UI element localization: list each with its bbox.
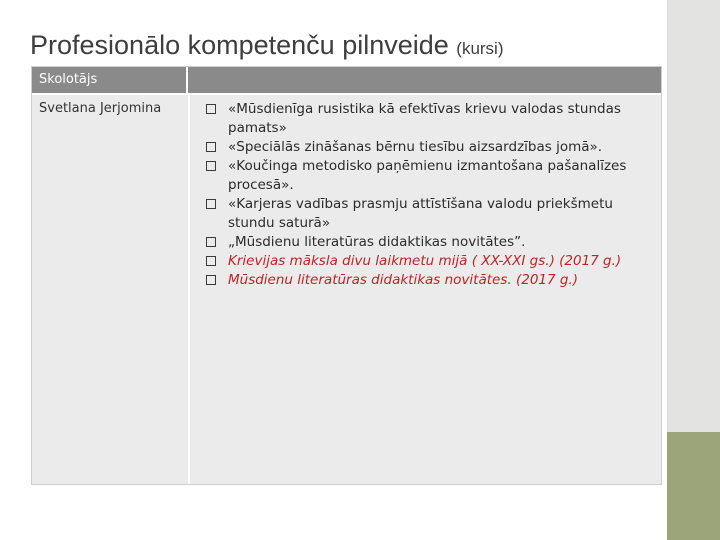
decorative-sidebar-top: [667, 0, 720, 432]
checkbox-bullet-icon: [206, 104, 216, 114]
column-divider: [188, 93, 190, 484]
course-text: «Koučinga metodisko paņēmienu izmantošana pašanalīzes procesā».: [228, 158, 627, 193]
course-text: „Mūsdienu literatūras didaktikas novitātes”.: [228, 234, 526, 250]
course-text: «Karjeras vadības prasmju attīstīšana valodu priekšmetu stundu saturā»: [228, 196, 613, 231]
slide-title-main: Profesionālo kompetenču pilnveide: [30, 30, 449, 60]
course-item: [206, 157, 658, 195]
slide-title: [30, 30, 504, 61]
course-text: Krievijas māksla divu laikmetu mijā ( XX-XXI gs.) (2017 g.): [228, 253, 622, 269]
courses-table: [31, 66, 662, 485]
course-text: «Mūsdienīga rusistika kā efektīvas krievu valodas stundas pamats»: [228, 101, 621, 136]
slide-title-suffix: (kursi): [456, 39, 504, 58]
checkbox-bullet-icon: [206, 142, 216, 152]
course-item: [206, 195, 658, 233]
header-divider: [32, 93, 661, 95]
course-item: [206, 271, 658, 290]
table-header-teacher: Skolotājs: [32, 67, 188, 93]
table-header-courses: [190, 67, 661, 93]
decorative-sidebar-bottom: [667, 432, 720, 540]
teacher-name-cell: Svetlana Jerjomina: [39, 101, 162, 116]
checkbox-bullet-icon: [206, 237, 216, 247]
course-item: [206, 252, 658, 271]
courses-list: [206, 100, 658, 290]
course-text: «Speciālās zināšanas bērnu tiesību aizsardzības jomā».: [228, 139, 603, 155]
checkbox-bullet-icon: [206, 161, 216, 171]
course-item: [206, 233, 658, 252]
checkbox-bullet-icon: [206, 199, 216, 209]
course-item: [206, 100, 658, 138]
checkbox-bullet-icon: [206, 256, 216, 266]
course-item: [206, 138, 658, 157]
checkbox-bullet-icon: [206, 275, 216, 285]
course-text: Mūsdienu literatūras didaktikas novitātes. (2017 g.): [228, 272, 579, 288]
table-header-row: [32, 67, 661, 93]
